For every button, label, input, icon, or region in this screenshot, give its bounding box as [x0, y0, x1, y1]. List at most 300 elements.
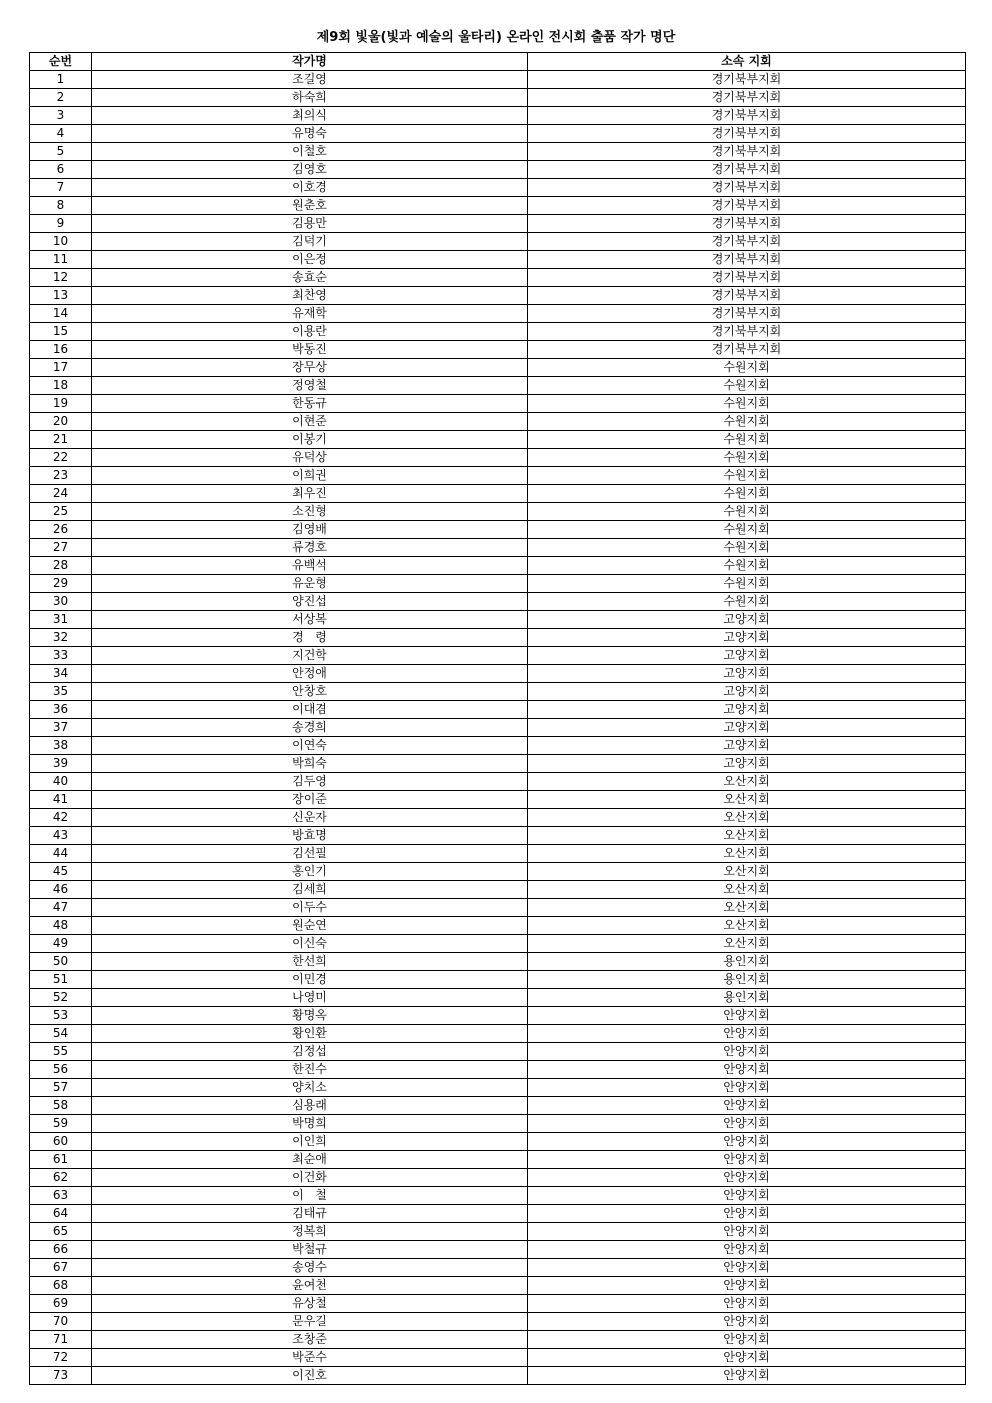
artist-name-cell: 유명숙 [92, 125, 528, 143]
row-number-cell: 4 [30, 125, 92, 143]
table-row [30, 215, 966, 233]
table-row [30, 1151, 966, 1169]
row-number-cell: 1 [30, 71, 92, 89]
artist-name-cell: 박준수 [92, 1349, 528, 1367]
table-row [30, 197, 966, 215]
row-number-cell: 22 [30, 449, 92, 467]
branch-cell: 경기북부지회 [528, 107, 966, 125]
artist-name-cell: 이대겸 [92, 701, 528, 719]
branch-cell: 수원지회 [528, 395, 966, 413]
row-number-cell: 69 [30, 1295, 92, 1313]
table-row [30, 161, 966, 179]
branch-cell: 안양지회 [528, 1133, 966, 1151]
table-row [30, 935, 966, 953]
branch-cell: 안양지회 [528, 1331, 966, 1349]
branch-cell: 고양지회 [528, 719, 966, 737]
row-number-cell: 56 [30, 1061, 92, 1079]
table-row [30, 971, 966, 989]
artist-name-cell: 최순애 [92, 1151, 528, 1169]
artist-name-cell: 이용란 [92, 323, 528, 341]
row-number-cell: 46 [30, 881, 92, 899]
row-number-cell: 28 [30, 557, 92, 575]
table-row [30, 269, 966, 287]
branch-cell: 오산지회 [528, 935, 966, 953]
table-row [30, 143, 966, 161]
branch-cell: 안양지회 [528, 1367, 966, 1385]
branch-cell: 오산지회 [528, 863, 966, 881]
artist-name-cell: 김영배 [92, 521, 528, 539]
table-row [30, 701, 966, 719]
table-row [30, 1187, 966, 1205]
row-number-cell: 6 [30, 161, 92, 179]
artist-name-cell: 한진수 [92, 1061, 528, 1079]
artist-name-cell: 조창준 [92, 1331, 528, 1349]
table-row [30, 1259, 966, 1277]
branch-cell: 경기북부지회 [528, 125, 966, 143]
branch-cell: 오산지회 [528, 899, 966, 917]
row-number-cell: 43 [30, 827, 92, 845]
header-number: 순번 [30, 53, 92, 71]
table-row [30, 521, 966, 539]
branch-cell: 경기북부지회 [528, 215, 966, 233]
artist-name-cell: 황명옥 [92, 1007, 528, 1025]
table-row [30, 431, 966, 449]
table-row [30, 1079, 966, 1097]
row-number-cell: 71 [30, 1331, 92, 1349]
table-row [30, 881, 966, 899]
table-row [30, 1367, 966, 1385]
branch-cell: 안양지회 [528, 1277, 966, 1295]
row-number-cell: 42 [30, 809, 92, 827]
artist-name-cell: 박철규 [92, 1241, 528, 1259]
branch-cell: 고양지회 [528, 683, 966, 701]
artist-name-cell: 신운자 [92, 809, 528, 827]
artist-name-cell: 안정애 [92, 665, 528, 683]
artist-name-cell: 박희숙 [92, 755, 528, 773]
branch-cell: 수원지회 [528, 485, 966, 503]
branch-cell: 안양지회 [528, 1313, 966, 1331]
table-row [30, 503, 966, 521]
row-number-cell: 47 [30, 899, 92, 917]
branch-cell: 고양지회 [528, 701, 966, 719]
row-number-cell: 7 [30, 179, 92, 197]
table-row [30, 1295, 966, 1313]
table-row [30, 179, 966, 197]
table-row [30, 1277, 966, 1295]
table-row [30, 917, 966, 935]
artist-name-cell: 원춘호 [92, 197, 528, 215]
branch-cell: 고양지회 [528, 755, 966, 773]
row-number-cell: 15 [30, 323, 92, 341]
table-row [30, 323, 966, 341]
branch-cell: 용인지회 [528, 971, 966, 989]
table-row [30, 1223, 966, 1241]
row-number-cell: 34 [30, 665, 92, 683]
branch-cell: 안양지회 [528, 1079, 966, 1097]
table-row [30, 611, 966, 629]
branch-cell: 안양지회 [528, 1025, 966, 1043]
artist-name-cell: 박명희 [92, 1115, 528, 1133]
branch-cell: 수원지회 [528, 503, 966, 521]
row-number-cell: 25 [30, 503, 92, 521]
table-row [30, 1331, 966, 1349]
row-number-cell: 41 [30, 791, 92, 809]
header-row [30, 53, 966, 71]
table-row [30, 1025, 966, 1043]
row-number-cell: 60 [30, 1133, 92, 1151]
table-row [30, 845, 966, 863]
artist-name-cell: 지건학 [92, 647, 528, 665]
table-row [30, 1205, 966, 1223]
row-number-cell: 33 [30, 647, 92, 665]
artist-name-cell: 류경호 [92, 539, 528, 557]
artist-name-cell: 양치소 [92, 1079, 528, 1097]
row-number-cell: 61 [30, 1151, 92, 1169]
artist-name-cell: 송효순 [92, 269, 528, 287]
table-row [30, 539, 966, 557]
table-row [30, 1043, 966, 1061]
branch-cell: 오산지회 [528, 881, 966, 899]
row-number-cell: 30 [30, 593, 92, 611]
row-number-cell: 45 [30, 863, 92, 881]
artist-name-cell: 한동규 [92, 395, 528, 413]
row-number-cell: 54 [30, 1025, 92, 1043]
artist-name-cell: 황인환 [92, 1025, 528, 1043]
table-row [30, 395, 966, 413]
branch-cell: 수원지회 [528, 521, 966, 539]
table-row [30, 791, 966, 809]
branch-cell: 고양지회 [528, 647, 966, 665]
branch-cell: 오산지회 [528, 791, 966, 809]
artist-name-cell: 경 령 [92, 629, 528, 647]
artist-name-cell: 최찬영 [92, 287, 528, 305]
branch-cell: 수원지회 [528, 557, 966, 575]
artist-name-cell: 유상철 [92, 1295, 528, 1313]
table-row [30, 737, 966, 755]
branch-cell: 용인지회 [528, 953, 966, 971]
branch-cell: 안양지회 [528, 1169, 966, 1187]
table-row [30, 1241, 966, 1259]
table-row [30, 719, 966, 737]
table-row [30, 359, 966, 377]
branch-cell: 고양지회 [528, 611, 966, 629]
artist-name-cell: 김태규 [92, 1205, 528, 1223]
artist-name-cell: 김두영 [92, 773, 528, 791]
row-number-cell: 14 [30, 305, 92, 323]
row-number-cell: 16 [30, 341, 92, 359]
table-row [30, 287, 966, 305]
branch-cell: 고양지회 [528, 665, 966, 683]
row-number-cell: 70 [30, 1313, 92, 1331]
branch-cell: 경기북부지회 [528, 89, 966, 107]
artist-name-cell: 송영수 [92, 1259, 528, 1277]
branch-cell: 용인지회 [528, 989, 966, 1007]
row-number-cell: 13 [30, 287, 92, 305]
artist-name-cell: 이 철 [92, 1187, 528, 1205]
branch-cell: 오산지회 [528, 827, 966, 845]
row-number-cell: 51 [30, 971, 92, 989]
table-row [30, 683, 966, 701]
artist-name-cell: 김용만 [92, 215, 528, 233]
branch-cell: 수원지회 [528, 575, 966, 593]
branch-cell: 경기북부지회 [528, 305, 966, 323]
artist-name-cell: 정영철 [92, 377, 528, 395]
artist-name-cell: 송경희 [92, 719, 528, 737]
table-row [30, 377, 966, 395]
row-number-cell: 44 [30, 845, 92, 863]
branch-cell: 경기북부지회 [528, 269, 966, 287]
artist-name-cell: 정복희 [92, 1223, 528, 1241]
artist-name-cell: 최우진 [92, 485, 528, 503]
row-number-cell: 2 [30, 89, 92, 107]
row-number-cell: 49 [30, 935, 92, 953]
table-row [30, 899, 966, 917]
branch-cell: 경기북부지회 [528, 287, 966, 305]
branch-cell: 안양지회 [528, 1349, 966, 1367]
table-row [30, 593, 966, 611]
artist-name-cell: 유운형 [92, 575, 528, 593]
table-row [30, 125, 966, 143]
artist-name-cell: 하숙희 [92, 89, 528, 107]
row-number-cell: 21 [30, 431, 92, 449]
artist-name-cell: 박동진 [92, 341, 528, 359]
row-number-cell: 73 [30, 1367, 92, 1385]
branch-cell: 안양지회 [528, 1115, 966, 1133]
table-row [30, 827, 966, 845]
artist-name-cell: 이연숙 [92, 737, 528, 755]
row-number-cell: 52 [30, 989, 92, 1007]
row-number-cell: 50 [30, 953, 92, 971]
table-row [30, 629, 966, 647]
artist-name-cell: 김영호 [92, 161, 528, 179]
table-row [30, 647, 966, 665]
branch-cell: 오산지회 [528, 773, 966, 791]
artist-name-cell: 이봉기 [92, 431, 528, 449]
artist-name-cell: 장이준 [92, 791, 528, 809]
artist-name-cell: 이인희 [92, 1133, 528, 1151]
artist-table [29, 52, 966, 1385]
branch-cell: 안양지회 [528, 1151, 966, 1169]
row-number-cell: 31 [30, 611, 92, 629]
artist-name-cell: 이호경 [92, 179, 528, 197]
branch-cell: 경기북부지회 [528, 179, 966, 197]
artist-name-cell: 이은정 [92, 251, 528, 269]
branch-cell: 경기북부지회 [528, 197, 966, 215]
row-number-cell: 10 [30, 233, 92, 251]
table-row [30, 341, 966, 359]
table-row [30, 665, 966, 683]
table-row [30, 575, 966, 593]
row-number-cell: 59 [30, 1115, 92, 1133]
artist-name-cell: 이민경 [92, 971, 528, 989]
row-number-cell: 3 [30, 107, 92, 125]
branch-cell: 안양지회 [528, 1223, 966, 1241]
table-row [30, 989, 966, 1007]
branch-cell: 수원지회 [528, 413, 966, 431]
table-row [30, 251, 966, 269]
row-number-cell: 24 [30, 485, 92, 503]
table-row [30, 413, 966, 431]
table-header [30, 53, 966, 71]
table-row [30, 557, 966, 575]
branch-cell: 수원지회 [528, 431, 966, 449]
row-number-cell: 17 [30, 359, 92, 377]
table-row [30, 89, 966, 107]
artist-name-cell: 유덕상 [92, 449, 528, 467]
row-number-cell: 38 [30, 737, 92, 755]
table-row [30, 71, 966, 89]
branch-cell: 안양지회 [528, 1007, 966, 1025]
artist-name-cell: 한선희 [92, 953, 528, 971]
row-number-cell: 63 [30, 1187, 92, 1205]
branch-cell: 안양지회 [528, 1187, 966, 1205]
branch-cell: 안양지회 [528, 1205, 966, 1223]
row-number-cell: 68 [30, 1277, 92, 1295]
artist-name-cell: 최의식 [92, 107, 528, 125]
artist-name-cell: 이신숙 [92, 935, 528, 953]
branch-cell: 경기북부지회 [528, 233, 966, 251]
table-row [30, 233, 966, 251]
row-number-cell: 36 [30, 701, 92, 719]
row-number-cell: 67 [30, 1259, 92, 1277]
row-number-cell: 72 [30, 1349, 92, 1367]
row-number-cell: 32 [30, 629, 92, 647]
table-row [30, 809, 966, 827]
branch-cell: 수원지회 [528, 449, 966, 467]
table-row [30, 773, 966, 791]
table-row [30, 1349, 966, 1367]
branch-cell: 고양지회 [528, 629, 966, 647]
table-row [30, 863, 966, 881]
header-artist-name: 작가명 [92, 53, 528, 71]
artist-name-cell: 조길영 [92, 71, 528, 89]
artist-name-cell: 심용래 [92, 1097, 528, 1115]
row-number-cell: 58 [30, 1097, 92, 1115]
row-number-cell: 48 [30, 917, 92, 935]
artist-name-cell: 윤여천 [92, 1277, 528, 1295]
branch-cell: 고양지회 [528, 737, 966, 755]
row-number-cell: 11 [30, 251, 92, 269]
artist-name-cell: 양진섭 [92, 593, 528, 611]
artist-name-cell: 장무상 [92, 359, 528, 377]
branch-cell: 수원지회 [528, 539, 966, 557]
branch-cell: 수원지회 [528, 359, 966, 377]
table-row [30, 1169, 966, 1187]
row-number-cell: 37 [30, 719, 92, 737]
artist-name-cell: 김덕기 [92, 233, 528, 251]
branch-cell: 경기북부지회 [528, 251, 966, 269]
artist-name-cell: 나영미 [92, 989, 528, 1007]
table-row [30, 485, 966, 503]
branch-cell: 안양지회 [528, 1043, 966, 1061]
branch-cell: 경기북부지회 [528, 161, 966, 179]
header-branch: 소속 지회 [528, 53, 966, 71]
artist-name-cell: 김선필 [92, 845, 528, 863]
artist-name-cell: 김세희 [92, 881, 528, 899]
table-row [30, 1313, 966, 1331]
branch-cell: 안양지회 [528, 1295, 966, 1313]
artist-name-cell: 소진형 [92, 503, 528, 521]
artist-name-cell: 서상복 [92, 611, 528, 629]
artist-name-cell: 이진호 [92, 1367, 528, 1385]
artist-name-cell: 홍인기 [92, 863, 528, 881]
row-number-cell: 20 [30, 413, 92, 431]
branch-cell: 안양지회 [528, 1061, 966, 1079]
artist-name-cell: 이희권 [92, 467, 528, 485]
row-number-cell: 5 [30, 143, 92, 161]
row-number-cell: 12 [30, 269, 92, 287]
row-number-cell: 64 [30, 1205, 92, 1223]
row-number-cell: 18 [30, 377, 92, 395]
table-body [30, 71, 966, 1385]
table-row [30, 953, 966, 971]
artist-name-cell: 문우길 [92, 1313, 528, 1331]
row-number-cell: 65 [30, 1223, 92, 1241]
artist-name-cell: 유백석 [92, 557, 528, 575]
table-row [30, 1007, 966, 1025]
branch-cell: 안양지회 [528, 1259, 966, 1277]
artist-name-cell: 이건화 [92, 1169, 528, 1187]
row-number-cell: 66 [30, 1241, 92, 1259]
row-number-cell: 19 [30, 395, 92, 413]
row-number-cell: 62 [30, 1169, 92, 1187]
row-number-cell: 9 [30, 215, 92, 233]
table-row [30, 1133, 966, 1151]
branch-cell: 수원지회 [528, 467, 966, 485]
branch-cell: 수원지회 [528, 377, 966, 395]
artist-name-cell: 이현준 [92, 413, 528, 431]
branch-cell: 안양지회 [528, 1241, 966, 1259]
row-number-cell: 27 [30, 539, 92, 557]
branch-cell: 경기북부지회 [528, 341, 966, 359]
table-row [30, 305, 966, 323]
artist-name-cell: 이두수 [92, 899, 528, 917]
table-row [30, 467, 966, 485]
row-number-cell: 40 [30, 773, 92, 791]
artist-name-cell: 안창호 [92, 683, 528, 701]
artist-name-cell: 이철호 [92, 143, 528, 161]
artist-name-cell: 원순연 [92, 917, 528, 935]
table-row [30, 107, 966, 125]
branch-cell: 오산지회 [528, 917, 966, 935]
table-row [30, 755, 966, 773]
branch-cell: 경기북부지회 [528, 143, 966, 161]
branch-cell: 안양지회 [528, 1097, 966, 1115]
table-row [30, 1061, 966, 1079]
table-row [30, 1097, 966, 1115]
branch-cell: 경기북부지회 [528, 71, 966, 89]
table-row [30, 1115, 966, 1133]
row-number-cell: 55 [30, 1043, 92, 1061]
row-number-cell: 23 [30, 467, 92, 485]
branch-cell: 수원지회 [528, 593, 966, 611]
row-number-cell: 29 [30, 575, 92, 593]
branch-cell: 경기북부지회 [528, 323, 966, 341]
row-number-cell: 8 [30, 197, 92, 215]
artist-name-cell: 김정섭 [92, 1043, 528, 1061]
row-number-cell: 35 [30, 683, 92, 701]
page-title: 제9회 빛울(빛과 예술의 울타리) 온라인 전시회 출품 작가 명단 [316, 30, 676, 45]
branch-cell: 오산지회 [528, 845, 966, 863]
row-number-cell: 57 [30, 1079, 92, 1097]
table-row [30, 449, 966, 467]
row-number-cell: 26 [30, 521, 92, 539]
branch-cell: 오산지회 [528, 809, 966, 827]
row-number-cell: 39 [30, 755, 92, 773]
artist-name-cell: 유재학 [92, 305, 528, 323]
artist-name-cell: 방효명 [92, 827, 528, 845]
row-number-cell: 53 [30, 1007, 92, 1025]
